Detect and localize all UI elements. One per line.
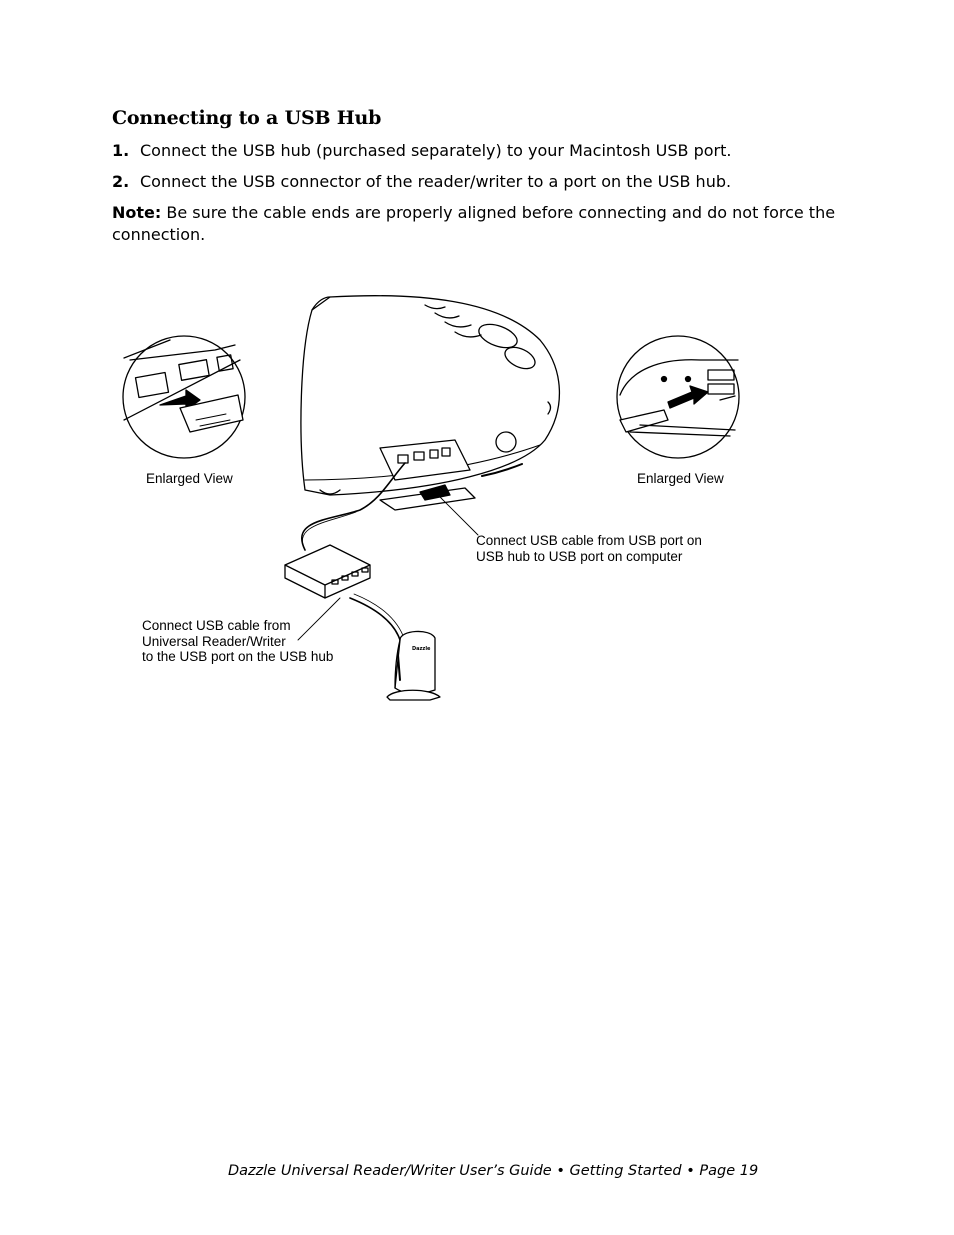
step-number: 2. — [112, 172, 130, 191]
note-text: Be sure the cable ends are properly aligned before connecting and do not force the connection. — [112, 203, 836, 244]
device-brand-label: Dazzle — [412, 646, 431, 652]
left-enlarged-view-illustration — [123, 336, 245, 458]
section-heading: Connecting to a USB Hub — [112, 107, 382, 129]
usb-hub-illustration — [285, 545, 370, 598]
caption-line: to the USB port on the USB hub — [142, 649, 334, 664]
reader-writer-illustration — [387, 631, 440, 700]
footer-text: Dazzle Universal Reader/Writer User’s Guide • Getting Started • Page 19 — [228, 1163, 759, 1179]
caption-line: Universal Reader/Writer — [142, 633, 286, 649]
caption-left-enlarged-view: Enlarged View — [146, 471, 233, 486]
caption-line: Connect USB cable from — [142, 618, 291, 633]
caption-line: Connect USB cable from USB port on — [476, 533, 702, 548]
caption-line: USB hub to USB port on computer — [476, 548, 683, 564]
caption-right-enlarged-view: Enlarged View — [637, 471, 724, 486]
right-enlarged-view-illustration — [617, 336, 739, 458]
step-text: Connect the USB hub (purchased separately) to your Macintosh USB port. — [140, 141, 732, 160]
note-label: Note: — [112, 203, 162, 222]
step-number: 1. — [112, 141, 130, 160]
caption-hub-connection — [142, 618, 333, 665]
step-text: Connect the USB connector of the reader/writer to a port on the USB hub. — [140, 172, 732, 191]
caption-computer-connection — [476, 533, 702, 564]
computer-illustration — [301, 296, 559, 510]
